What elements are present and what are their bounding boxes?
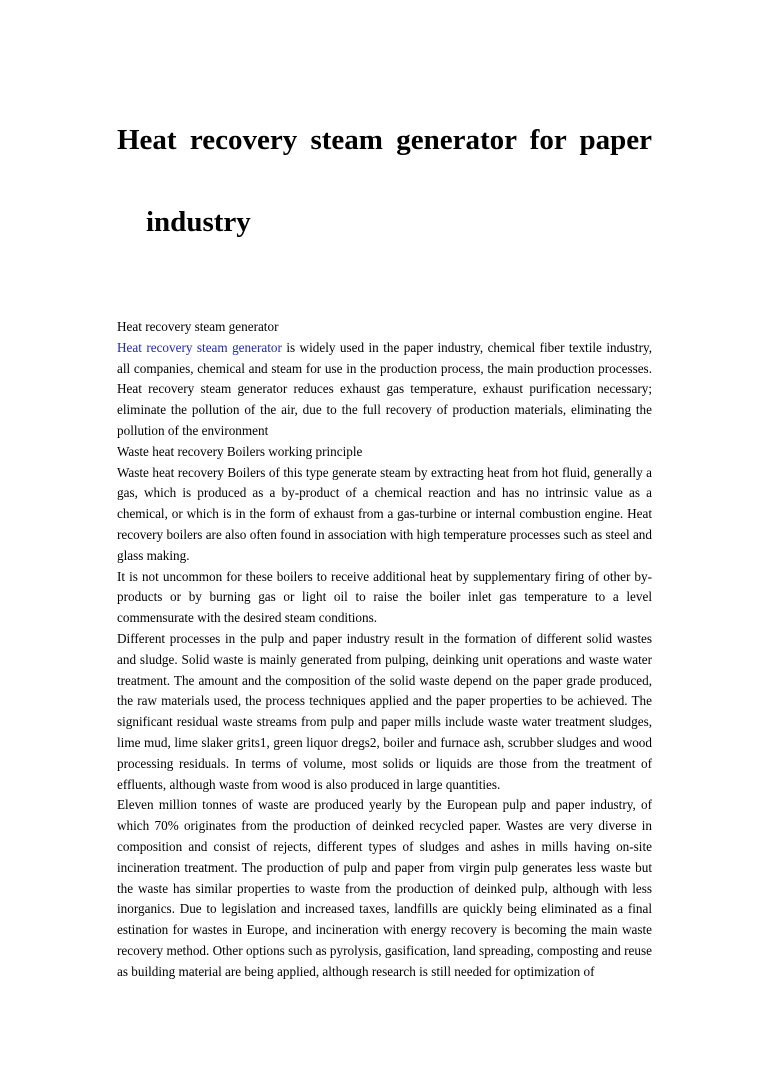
section-heading-hrsg: Heat recovery steam generator bbox=[117, 319, 279, 334]
paragraph-european-waste: Eleven million tonnes of waste are produced yearly by the European pulp and paper industry, of which 70% originates from the production of deinked recycled paper. Wastes are very diverse in composition and consist of rejects, different types of sludges and ashes in mills having on-site incineration treatment. The production of pulp and paper from virgin pulp generates less waste but the waste has similar properties to waste from the production of deinked pulp, although with less inorganics. Due to legislation and increased taxes, landfills are quickly being eliminated as a final estination for wastes in Europe, and incineration with energy recovery is becoming the main waste recovery method. Other options such as pyrolysis, gasification, land spreading, composting and reuse as building material are being applied, although research is still needed for optimization of bbox=[117, 797, 652, 979]
paragraph-intro bbox=[117, 338, 652, 442]
paragraph-supplementary-firing: It is not uncommon for these boilers to receive additional heat by supplementary firing of other by-products or by burning gas or light oil to raise the boiler inlet gas temperature to a level commensurate with the desired steam conditions. bbox=[117, 568, 652, 626]
paragraph-working-principle: Waste heat recovery Boilers of this type generate steam by extracting heat from hot fluid, generally a gas, which is produced as a by-product of a chemical reaction and has no intrinsic value as a chemical, or which is in the form of exhaust from a gas-turbine or internal combustion engine. Heat recovery boilers are also often found in association with high temperature processes such as steel and glass making. bbox=[117, 464, 652, 563]
document-title-line-2: industry bbox=[146, 206, 251, 238]
section-heading-working-principle: Waste heat recovery Boilers working principle bbox=[117, 443, 363, 459]
document-body bbox=[117, 317, 652, 983]
hrsg-link[interactable]: Heat recovery steam generator bbox=[117, 339, 282, 355]
paragraph-solid-wastes: Different processes in the pulp and paper industry result in the formation of different solid wastes and sludge. Solid waste is mainly generated from pulping, deinking unit operations and waste water treatment. The amount and the composition of the solid waste depend on the paper grade produced, the raw materials used, the process techniques applied and the paper properties to be achieved. The significant residual waste streams from pulp and paper mills include waste water treatment sludges, lime mud, lime slaker grits1, green liquor dregs2, boiler and furnace ash, scrubber sludges and wood processing residuals. In terms of volume, most solids or liquids are those from the treatment of effluents, although waste from wood is also produced in large quantities. bbox=[117, 630, 652, 792]
paragraph-intro-text: is widely used in the paper industry, chemical fiber textile industry, all companies, chemical and steam for use in the production process, the main production processes. Heat recovery steam generator reduces exhaust gas temperature, exhaust purification necessary; eliminate the pollution of the air, due to the full recovery of production materials, eliminating the pollution of the environment bbox=[117, 339, 652, 438]
document-title-line-1: Heat recovery steam generator for paper bbox=[117, 124, 652, 156]
